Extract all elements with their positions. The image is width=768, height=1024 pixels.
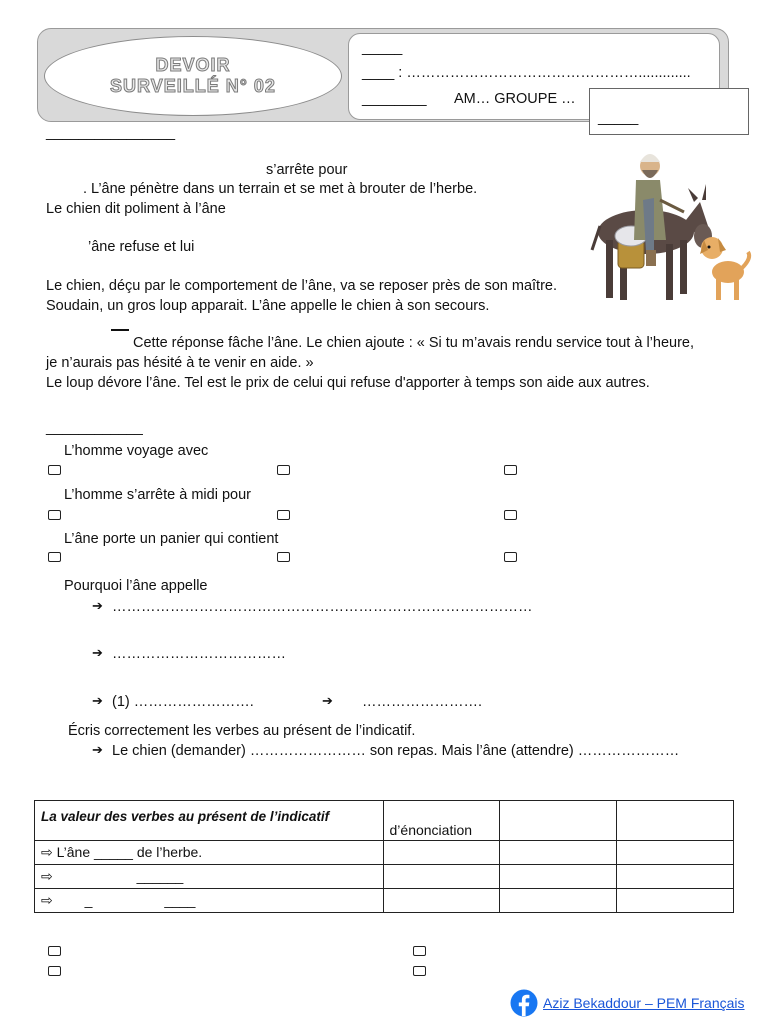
man-donkey-dog-illustration xyxy=(588,140,753,310)
title-line-1: DEVOIR xyxy=(155,55,231,75)
q1-option-3-checkbox[interactable] xyxy=(504,465,517,475)
table-cell[interactable] xyxy=(617,865,734,889)
question-2: L’homme s’arrête à midi pour xyxy=(64,487,251,503)
row-arrow-icon: ⇨ xyxy=(41,844,53,860)
questions-heading-blank: ____________ xyxy=(46,420,143,436)
q3-option-1-checkbox[interactable] xyxy=(48,552,61,562)
bottom-option-4-checkbox[interactable] xyxy=(413,966,426,976)
text-line-5: Le chien, déçu par le comportement de l’âne, va se reposer près de son maître. xyxy=(46,278,558,294)
table-row xyxy=(35,889,734,913)
arrow-icon: ➔ xyxy=(92,742,103,757)
text-heading-blank: ________________ xyxy=(46,125,176,141)
dash-mark xyxy=(111,329,129,331)
table-header-cell xyxy=(383,801,500,841)
arrow-icon: ➔ xyxy=(92,693,103,708)
text-line-6: Soudain, un gros loup apparait. L’âne appelle le chien à son secours. xyxy=(46,298,490,314)
text-line-1: s’arrête pour xyxy=(266,162,348,178)
row-2-blank: ______ xyxy=(136,868,184,884)
facebook-icon[interactable] xyxy=(510,989,538,1017)
row-1-sentence: L’âne _____ de l’herbe. xyxy=(56,844,203,860)
q3-option-2-checkbox[interactable] xyxy=(277,552,290,562)
answer-line-3-left: (1) ……………………. xyxy=(112,694,254,710)
text-line-8: je n’aurais pas hésité à te venir en aide. » xyxy=(46,355,314,371)
text-line-3: Le chien dit poliment à l’âne xyxy=(46,201,226,217)
title-line-2: SURVEILLÉ N° 02 xyxy=(110,76,276,96)
table-row xyxy=(35,865,734,889)
text-line-2: . L’âne pénètre dans un terrain et se met à brouter de l’herbe. xyxy=(83,181,478,197)
question-5-sentence: Le chien (demander) …………………… son repas. Mais l’âne (attendre) ………………… xyxy=(112,743,680,759)
arrow-icon: ➔ xyxy=(322,693,333,708)
q1-option-1-checkbox[interactable] xyxy=(48,465,61,475)
table-cell[interactable] xyxy=(500,865,617,889)
table-header-row xyxy=(35,801,734,841)
answer-line-2: ……………………………… xyxy=(112,646,286,662)
q2-option-3-checkbox[interactable] xyxy=(504,510,517,520)
table-cell[interactable] xyxy=(500,889,617,913)
table-cell[interactable] xyxy=(617,889,734,913)
question-1: L’homme voyage avec xyxy=(64,443,209,459)
q2-option-1-checkbox[interactable] xyxy=(48,510,61,520)
table-cell xyxy=(35,889,384,913)
text-line-7: Cette réponse fâche l’âne. Le chien ajoute : « Si tu m’avais rendu service tout à l’heure, xyxy=(133,335,694,351)
table-header-cell xyxy=(500,801,617,841)
table-cell[interactable] xyxy=(383,841,500,865)
bottom-option-3-checkbox[interactable] xyxy=(48,966,61,976)
grade-blank: _____ xyxy=(598,110,639,126)
q2-option-2-checkbox[interactable] xyxy=(277,510,290,520)
author-credit-link[interactable]: Aziz Bekaddour – PEM Français xyxy=(543,995,745,1011)
text-line-4: ’âne refuse et lui xyxy=(88,239,195,255)
title-ellipse xyxy=(44,36,342,116)
table-header-title: La valeur des verbes au présent de l’indicatif xyxy=(41,809,330,824)
row-3-blank-a: _ xyxy=(84,892,93,908)
name-blank: _____ xyxy=(362,40,403,56)
table-header-cell xyxy=(617,801,734,841)
table-cell[interactable] xyxy=(383,889,500,913)
verb-values-table xyxy=(34,800,734,913)
table-cell[interactable] xyxy=(617,841,734,865)
answer-line-1: …………………………………………………………………………… xyxy=(112,599,533,615)
class-blank: ________ xyxy=(362,91,427,107)
table-cell xyxy=(35,865,384,889)
name-field: ____ : …………………………………………............. xyxy=(362,65,691,81)
class-group-label: AM… GROUPE … xyxy=(454,91,576,107)
q3-option-3-checkbox[interactable] xyxy=(504,552,517,562)
table-cell[interactable] xyxy=(500,841,617,865)
q1-option-2-checkbox[interactable] xyxy=(277,465,290,475)
table-header-enonciation: d’énonciation xyxy=(389,822,473,838)
text-line-9: Le loup dévore l’âne. Tel est le prix de celui qui refuse d'apporter à temps son aide aux autres. xyxy=(46,375,650,391)
table-cell[interactable] xyxy=(383,865,500,889)
question-5: Écris correctement les verbes au présent de l’indicatif. xyxy=(68,723,416,739)
table-cell xyxy=(35,841,384,865)
arrow-icon: ➔ xyxy=(92,598,103,613)
row-arrow-icon: ⇨ xyxy=(41,892,53,908)
answer-line-3-right: ……………………. xyxy=(362,694,483,710)
table-row xyxy=(35,841,734,865)
row-arrow-icon: ⇨ xyxy=(41,868,53,884)
arrow-icon: ➔ xyxy=(92,645,103,660)
bottom-option-2-checkbox[interactable] xyxy=(413,946,426,956)
table-header-cell xyxy=(35,801,384,841)
row-3-blank-b: ____ xyxy=(164,892,196,908)
question-3: L’âne porte un panier qui contient xyxy=(64,531,279,547)
bottom-option-1-checkbox[interactable] xyxy=(48,946,61,956)
question-4: Pourquoi l’âne appelle xyxy=(64,578,208,594)
